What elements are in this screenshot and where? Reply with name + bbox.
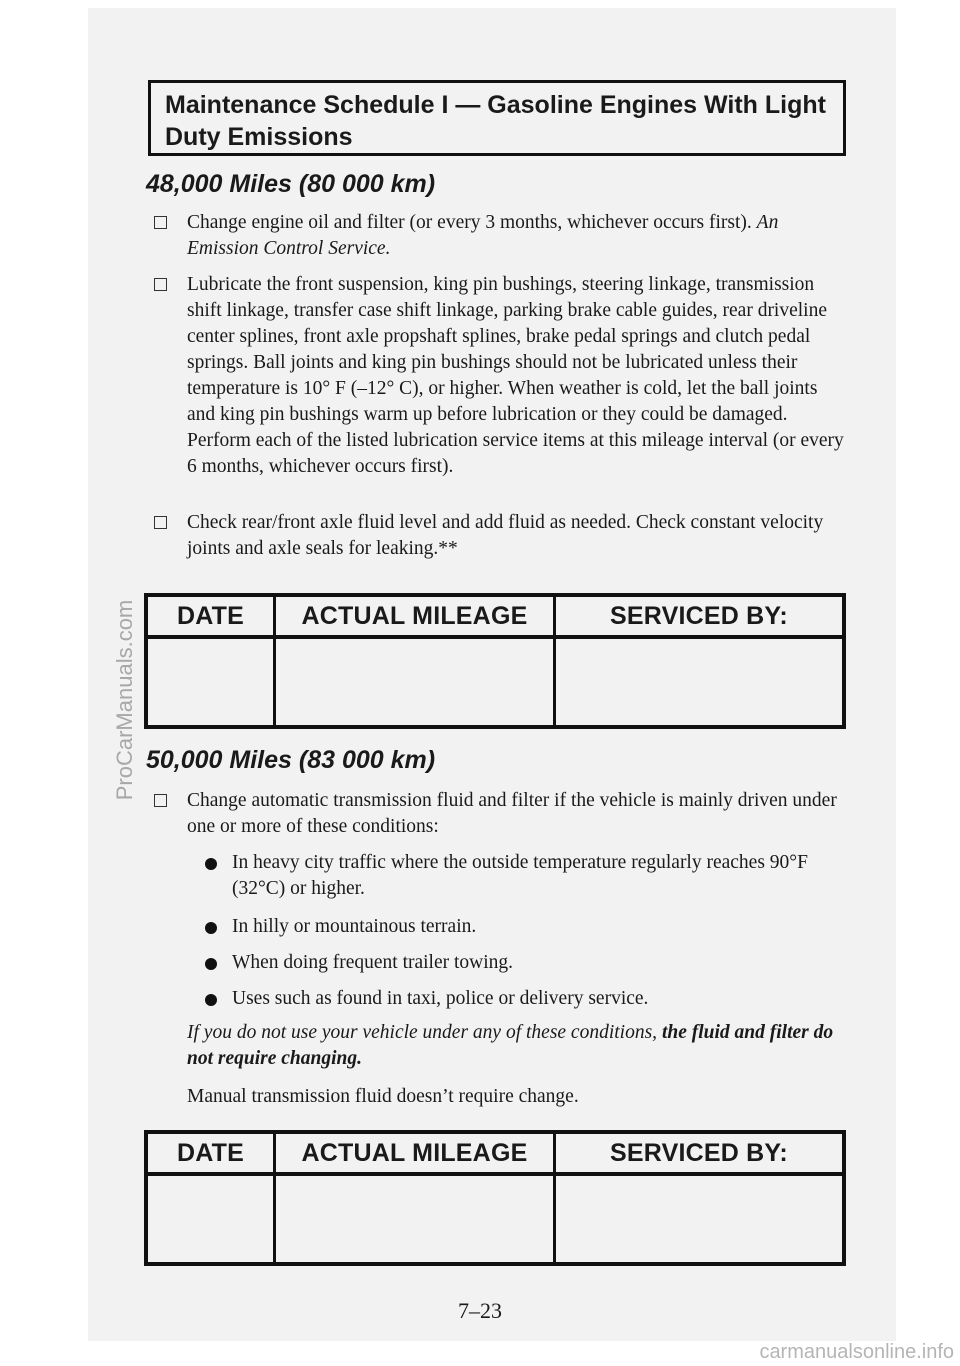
mileage-header: ACTUAL MILEAGE: [275, 1132, 555, 1174]
checklist-item: Check rear/front axle fluid level and add fluid as needed. Check constant velocity joints and axle seals for leaking.**: [154, 510, 844, 562]
serviced-by-header: SERVICED BY:: [555, 1132, 845, 1174]
side-watermark: ProCarManuals.com: [112, 599, 137, 801]
bottom-watermark: carmanualsonline.info: [759, 1341, 954, 1363]
bullet-icon: [205, 858, 217, 870]
conditions-note: If you do not use your vehicle under any of these conditions, the fluid and filter do not require changing.: [187, 1022, 834, 1069]
date-cell[interactable]: [146, 637, 275, 727]
page-title: Maintenance Schedule I — Gasoline Engines With Light Duty Emissions: [148, 80, 846, 156]
date-header: DATE: [146, 595, 275, 637]
bullet-icon: [205, 994, 217, 1006]
checkbox-icon[interactable]: [154, 516, 167, 529]
mileage-cell[interactable]: [275, 637, 555, 727]
page-number: 7–23: [458, 1298, 502, 1323]
mileage-header: ACTUAL MILEAGE: [275, 595, 555, 637]
section-heading-48000: 48,000 Miles (80 000 km): [146, 170, 436, 198]
emission-note: An Emission Control Service.: [187, 212, 779, 259]
condition-bullet: In heavy city traffic where the outside temperature regularly reaches 90°F (32°C) or higher.: [205, 850, 845, 902]
serviced-by-cell[interactable]: [555, 637, 845, 727]
mileage-cell[interactable]: [275, 1174, 555, 1264]
serviced-by-header: SERVICED BY:: [555, 595, 845, 637]
checklist-item: Change automatic transmission fluid and filter if the vehicle is mainly driven under one or more of these conditions:: [154, 788, 844, 840]
section-heading-50000: 50,000 Miles (83 000 km): [146, 746, 436, 774]
service-record-table: [144, 1130, 846, 1266]
manual-transmission-note: Manual transmission fluid doesn’t require change.: [187, 1086, 579, 1107]
bullet-icon: [205, 958, 217, 970]
date-cell[interactable]: [146, 1174, 275, 1264]
bullet-icon: [205, 922, 217, 934]
condition-bullet: When doing frequent trailer towing.: [205, 950, 845, 976]
date-header: DATE: [146, 1132, 275, 1174]
checkbox-icon[interactable]: [154, 794, 167, 807]
condition-bullet: In hilly or mountainous terrain.: [205, 914, 845, 940]
service-record-table: [144, 593, 846, 729]
checklist-item: Change engine oil and filter (or every 3 months, whichever occurs first). An Emission Control Service.: [154, 210, 844, 262]
checkbox-icon[interactable]: [154, 216, 167, 229]
serviced-by-cell[interactable]: [555, 1174, 845, 1264]
checkbox-icon[interactable]: [154, 278, 167, 291]
checklist-item: Lubricate the front suspension, king pin bushings, steering linkage, transmission shift linkage, transfer case shift linkage, parking brake cable guides, rear driveline center splines, front axle propshaft splines, brake pedal springs and clutch pedal springs. Ball joints and king pin bushings should not be lubricated unless their temperature is 10° F (–12° C), or higher. When weather is cold, let the ball joints and king pin bushings warm up before lubrication or they could be damaged. Perform each of the listed lubrication service items at this mileage interval (or every 6 months, whichever occurs first).: [154, 272, 844, 480]
condition-bullet: Uses such as found in taxi, police or delivery service.: [205, 986, 845, 1012]
